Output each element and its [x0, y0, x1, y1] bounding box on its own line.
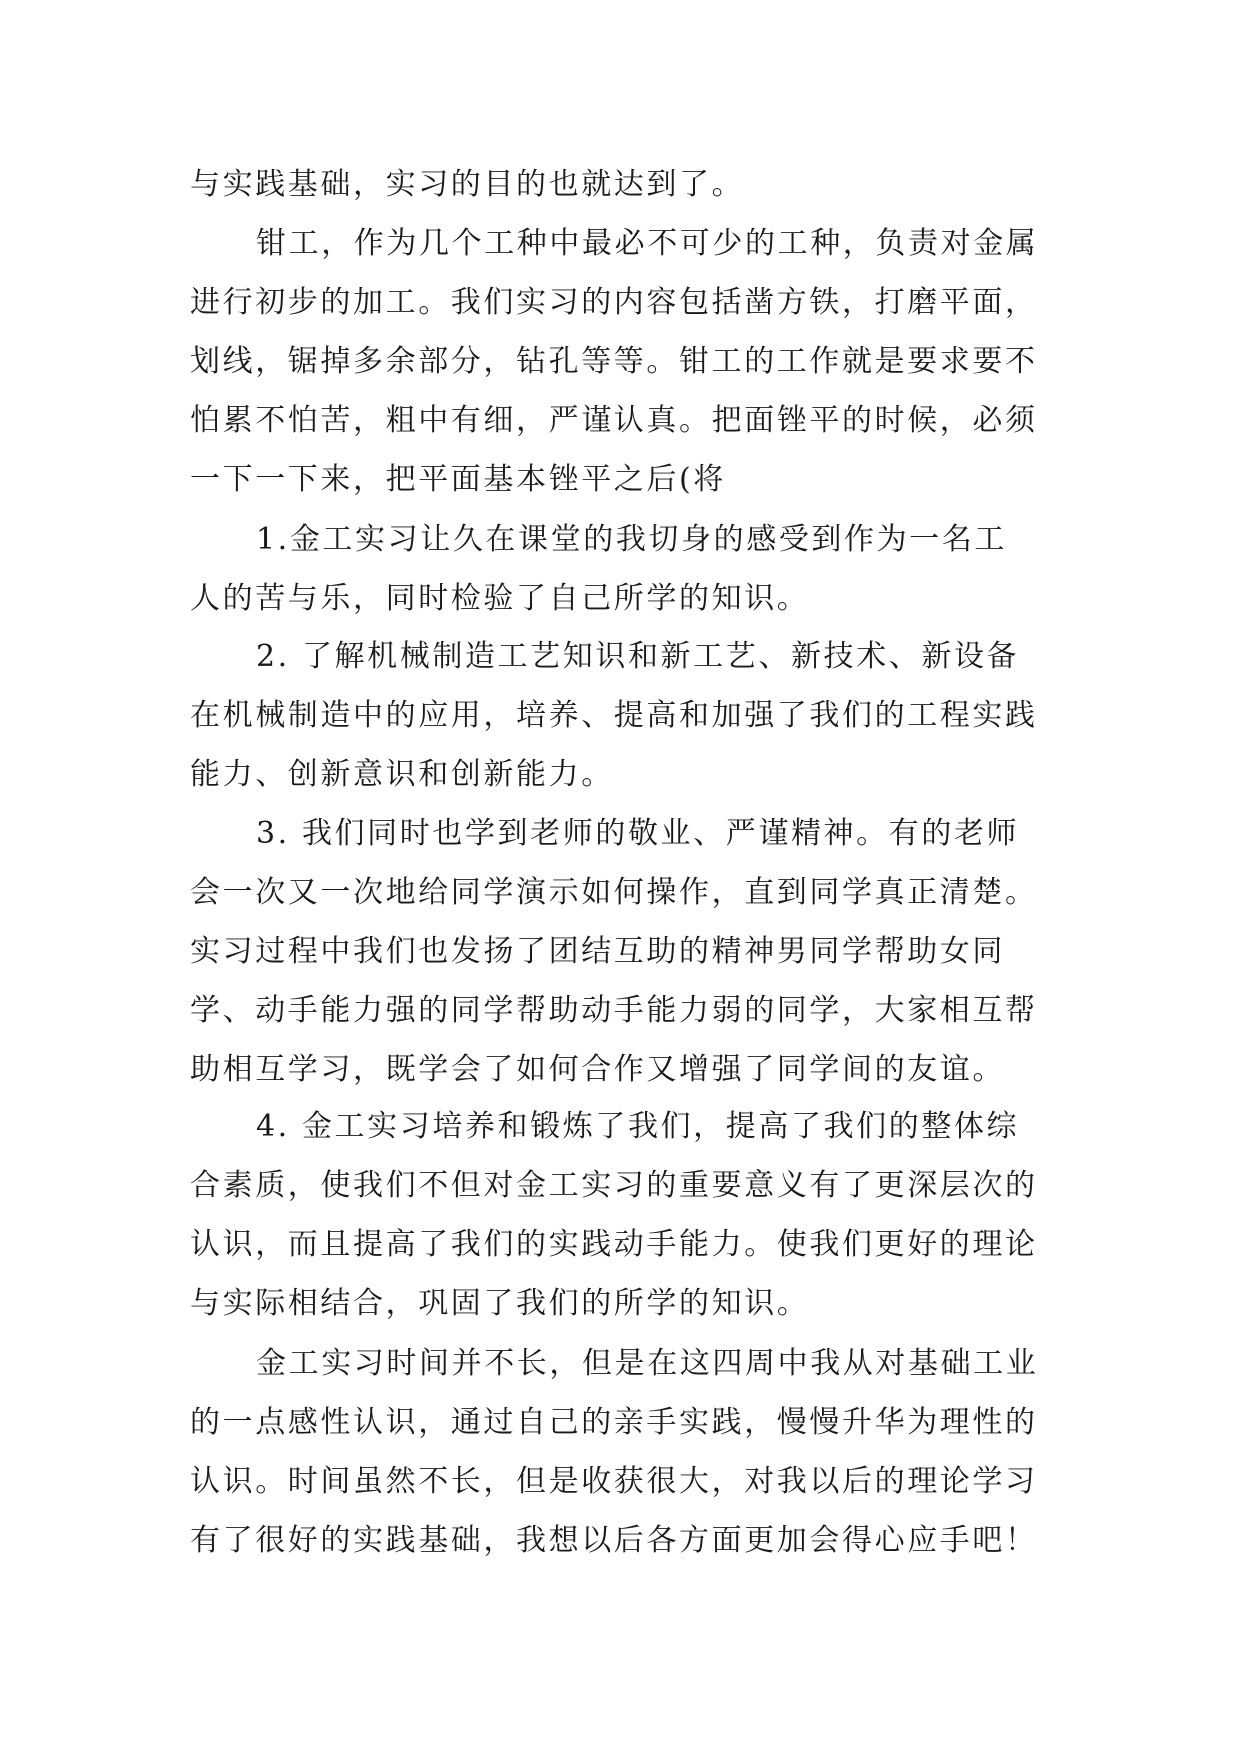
paragraph-point-4 — [190, 1097, 1070, 1333]
text-line: 学、动手能力强的同学帮助动手能力弱的同学，大家相互帮 — [190, 993, 1038, 1028]
text-line: 划线，锯掉多余部分，钻孔等等。钳工的工作就是要求要不 — [190, 344, 1038, 379]
text-line: 在机械制造中的应用，培养、提高和加强了我们的工程实践 — [190, 698, 1038, 733]
text-line: 进行初步的加工。我们实习的内容包括凿方铁，打磨平面， — [190, 285, 1038, 320]
paragraph-conclusion — [190, 1334, 1070, 1570]
paragraph-fitter-work — [190, 214, 1070, 509]
text-line: 一下一下来，把平面基本锉平之后(将 — [190, 462, 726, 497]
text-line: 3. 我们同时也学到老师的敬业、严谨精神。有的老师 — [256, 816, 1020, 851]
text-line: 人的苦与乐，同时检验了自己所学的知识。 — [190, 581, 810, 616]
text-line: 有了很好的实践基础，我想以后各方面更加会得心应手吧！ — [190, 1523, 1038, 1558]
text-line: 2. 了解机械制造工艺知识和新工艺、新技术、新设备 — [256, 639, 1020, 674]
text-line: 与实际相结合，巩固了我们的所学的知识。 — [190, 1286, 810, 1321]
text-line: 实习过程中我们也发扬了团结互助的精神男同学帮助女同 — [190, 934, 1005, 969]
paragraph-point-1 — [190, 510, 1070, 628]
text-line: 助相互学习，既学会了如何合作又增强了同学间的友谊。 — [190, 1052, 1005, 1087]
text-line: 合素质，使我们不但对金工实习的重要意义有了更深层次的 — [190, 1168, 1038, 1203]
paragraph-continuation — [190, 155, 1070, 214]
text-line: 会一次又一次地给同学演示如何操作，直到同学真正清楚。 — [190, 875, 1038, 910]
paragraph-point-2 — [190, 627, 1070, 804]
text-line: 钳工，作为几个工种中最必不可少的工种，负责对金属 — [256, 226, 1039, 261]
text-line: 4. 金工实习培养和锻炼了我们，提高了我们的整体综 — [256, 1109, 1020, 1144]
text-line: 金工实习时间并不长，但是在这四周中我从对基础工业 — [256, 1346, 1039, 1381]
text-line: 认识，而且提高了我们的实践动手能力。使我们更好的理论 — [190, 1227, 1038, 1262]
text-line: 与实践基础，实习的目的也就达到了。 — [190, 167, 745, 202]
text-line: 怕累不怕苦，粗中有细，严谨认真。把面锉平的时候，必须 — [190, 403, 1038, 438]
text-line: 的一点感性认识，通过自己的亲手实践，慢慢升华为理性的 — [190, 1405, 1038, 1440]
text-line: 能力、创新意识和创新能力。 — [190, 757, 614, 792]
text-line: 1.金工实习让久在课堂的我切身的感受到作为一名工 — [256, 522, 1008, 557]
paragraph-point-3 — [190, 804, 1070, 1099]
text-line: 认识。时间虽然不长，但是收获很大，对我以后的理论学习 — [190, 1464, 1038, 1499]
